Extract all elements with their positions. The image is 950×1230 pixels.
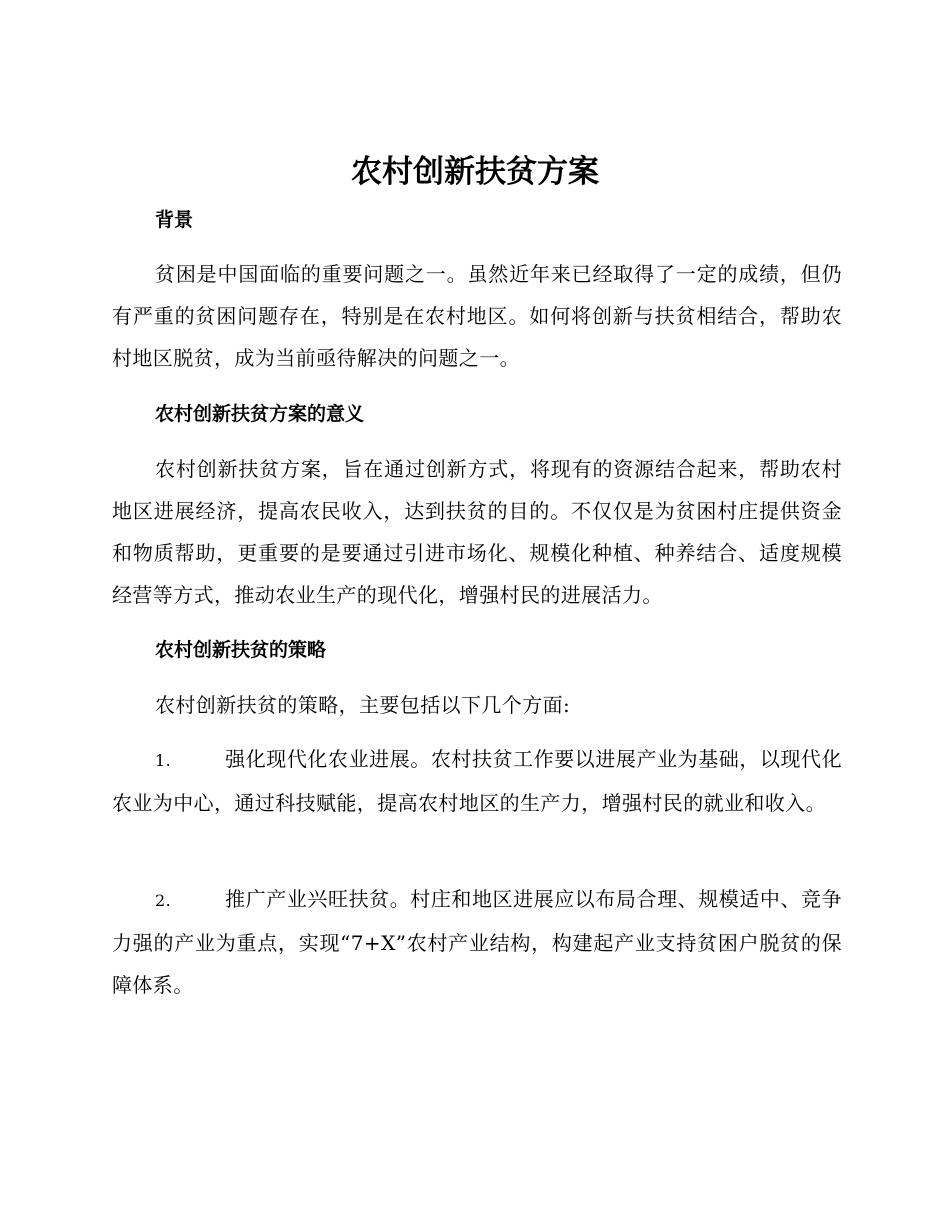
list-item-text: 推广产业兴旺扶贫。村庄和地区进展应以布局合理、规模适中、竞争力强的产业为重点，实现“7+X”农村产业结构，构建起产业支持贫困户脱贫的保障体系。 — [112, 887, 842, 997]
section-heading-background: 背景 — [155, 209, 194, 231]
significance-paragraph: 农村创新扶贫方案，旨在通过创新方式，将现有的资源结合起来，帮助农村地区进展经济，提高农民收入，达到扶贫的目的。不仅仅是为贫困村庄提供资金和物质帮助，更重要的是要通过引进市场化、规模化种植、种养结合、适度规模经营等方式，推动农业生产的现代化，增强村民的进展活力。 — [112, 457, 842, 607]
list-item-number: 1. — [155, 751, 172, 770]
list-item-number: 2. — [155, 891, 172, 910]
list-item-text: 强化现代化农业进展。农村扶贫工作要以进展产业为基础，以现代化农业为中心，通过科技赋能，提高农村地区的生产力，增强村民的就业和收入。 — [112, 747, 842, 815]
document-title: 农村创新扶贫方案 — [351, 154, 599, 190]
strategy-list-item — [112, 878, 842, 1006]
section-heading-strategy: 农村创新扶贫的策略 — [155, 639, 327, 661]
strategy-intro-paragraph: 农村创新扶贫的策略，主要包括以下几个方面: — [155, 693, 571, 717]
strategy-list-item — [112, 738, 842, 824]
section-heading-significance: 农村创新扶贫方案的意义 — [155, 403, 365, 425]
background-paragraph: 贫困是中国面临的重要问题之一。虽然近年来已经取得了一定的成绩，但仍有严重的贫困问题存在，特别是在农村地区。如何将创新与扶贫相结合，帮助农村地区脱贫，成为当前亟待解决的问题之一。 — [112, 262, 842, 370]
